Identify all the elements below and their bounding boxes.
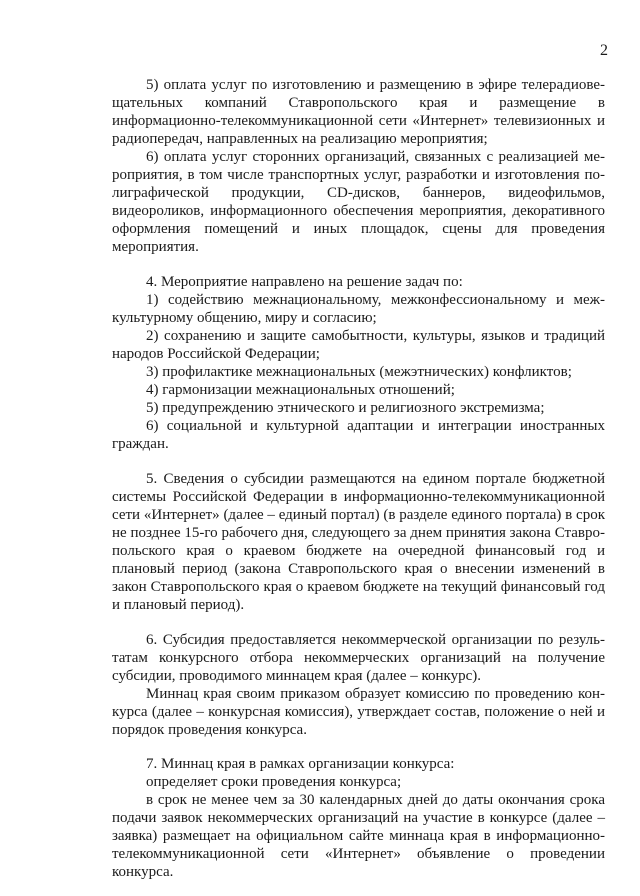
paragraph-section-4-intro: 4. Мероприятие направлено на решение задач по:: [146, 274, 463, 290]
paragraph-item-5-broadcast: 5) оплата услуг по изготовлению и размещению в эфире телерадиовещательных компаний Ставропольского края и размещение в информационно-телекоммуникационной сети «Интернет» телевизионных и радиопередач, направленных на реализацию мероприятия;: [112, 77, 605, 147]
paragraph-task-2: 2) сохранению и защите самобытности, культуры, языков и традиций народов Российской Федерации;: [112, 328, 605, 362]
page-number: 2: [600, 42, 608, 59]
paragraph-section-7-intro: 7. Миннац края в рамках организации конкурса:: [146, 756, 455, 772]
paragraph-item-6-services: 6) оплата услуг сторонних организаций, связанных с реализацией мероприятия, в том числе транспортных услуг, разработки и изготовления полиграфической продукции, CD-дисков, баннеров, видеофильмов, видеороликов, информационного обеспечения мероприятия, декоративного оформления помещений и иных площадок, сцены для проведения мероприятия.: [112, 149, 605, 255]
paragraph-section-5: 5. Сведения о субсидии размещаются на едином портале бюджетной системы Российской Федерации в информационно-телекоммуникационной сети «Интернет» (далее – единый портал) (в разделе единого портала) в срок не позднее 15-го рабочего дня, следующего за днем принятия закона Ставропольского края о краевом бюджете на очередной финансовый год и плановый период (закона Ставропольского края о внесении изменений в закон Ставропольского края о краевом бюджете на текущий финансовый год и плановый период).: [112, 471, 605, 613]
paragraph-section-7-announcement: в срок не менее чем за 30 календарных дней до даты окончания срока подачи заявок некоммерческих организаций на участие в конкурсе (далее – заявка) размещает на официальном сайте миннаца края в информационно-телекоммуникационной сети «Интернет» объявление о проведении конкурса.: [112, 792, 605, 880]
paragraph-section-6: 6. Субсидия предоставляется некоммерческой организации по результатам конкурсного отбора некоммерческих организаций на получение субсидии, проводимого миннацем края (далее – конкурс).: [112, 632, 605, 684]
paragraph-task-1: 1) содействию межнациональному, межконфессиональному и межкультурному общению, миру и согласию;: [112, 292, 605, 326]
section-gap: [112, 256, 605, 273]
paragraph-task-6: 6) социальной и культурной адаптации и интеграции иностранных граждан.: [112, 418, 605, 452]
section-gap: [112, 614, 605, 631]
paragraph-section-7-deadlines: определяет сроки проведения конкурса;: [146, 774, 402, 790]
paragraph-task-4: 4) гармонизации межнациональных отношений;: [146, 382, 455, 398]
section-gap: [112, 453, 605, 470]
paragraph-task-5: 5) предупреждению этнического и религиозного экстремизма;: [146, 400, 545, 416]
paragraph-task-3: 3) профилактике межнациональных (межэтнических) конфликтов;: [146, 364, 572, 380]
section-gap: [112, 739, 605, 755]
document-body: [112, 76, 605, 881]
paragraph-section-6-commission: Миннац края своим приказом образует комиссию по проведению конкурса (далее – конкурсная комиссия), утверждает состав, положение о ней и порядок проведения конкурса.: [112, 686, 605, 738]
